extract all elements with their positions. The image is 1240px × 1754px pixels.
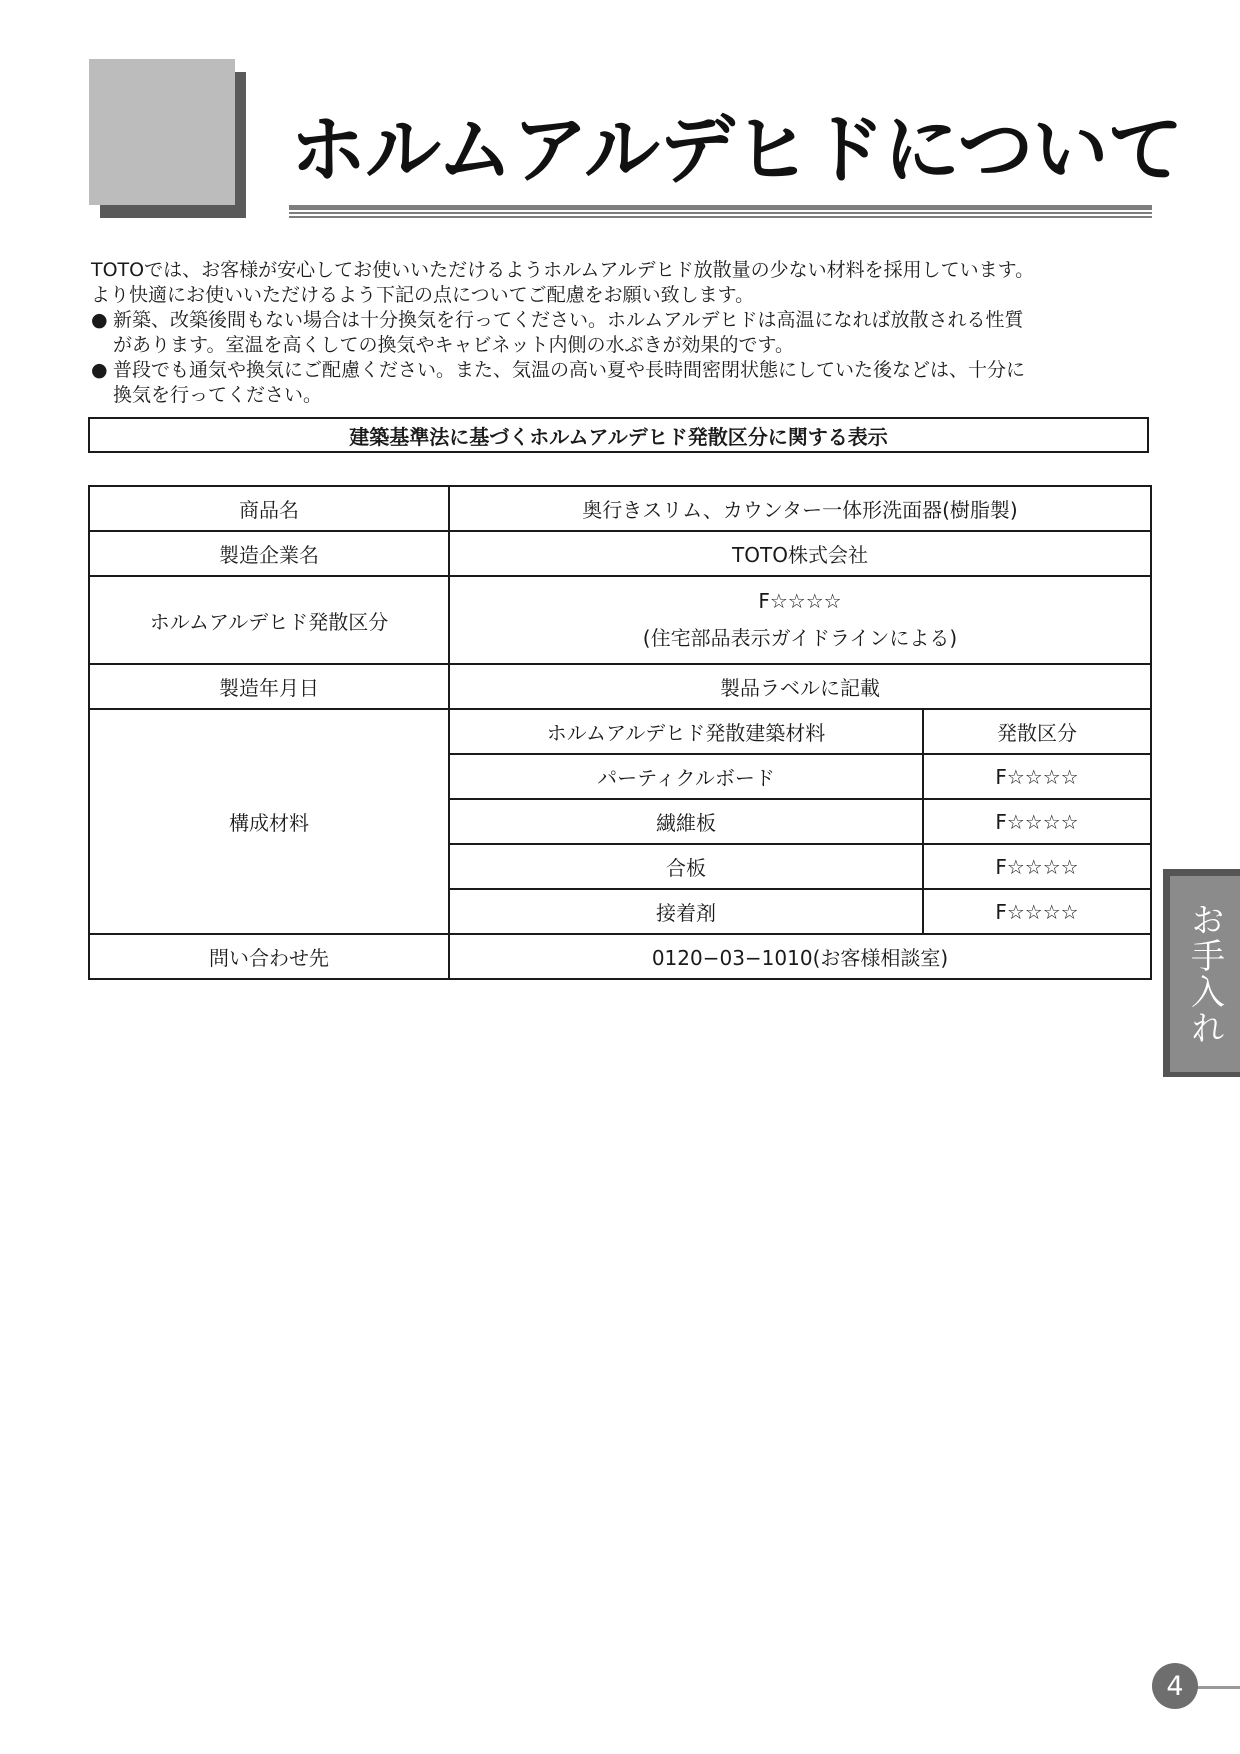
bullet-2-line-2: 換気を行ってください。 — [113, 384, 323, 406]
bullet-dot-icon: ● — [91, 309, 108, 331]
grade-value: F☆☆☆☆ — [758, 589, 842, 613]
intro-line-1: TOTOでは、お客様が安心してお使いいただけるようホルムアルデヒド放散量の少ない材料を採用しています。 — [91, 259, 1035, 281]
material-name: 繊維板 — [449, 799, 923, 844]
bullet-item-2 — [91, 358, 1171, 408]
law-heading: 建築基準法に基づくホルムアルデヒド発散区分に関する表示 — [349, 424, 888, 449]
grade-label: ホルムアルデヒド発散区分 — [89, 576, 449, 664]
header-square — [89, 59, 235, 205]
materials-label: 構成材料 — [89, 709, 449, 934]
material-grade: F☆☆☆☆ — [923, 799, 1151, 844]
table-row — [89, 709, 1151, 754]
material-grade: F☆☆☆☆ — [923, 844, 1151, 889]
product-label: 商品名 — [89, 486, 449, 531]
maker-value: TOTO株式会社 — [449, 531, 1151, 576]
contact-value: 0120−03−1010(お客様相談室) — [449, 934, 1151, 979]
material-name: パーティクルボード — [449, 754, 923, 799]
contact-label: 問い合わせ先 — [89, 934, 449, 979]
page-number: 4 — [1152, 1663, 1198, 1709]
formaldehyde-table — [88, 485, 1152, 980]
grade-cell — [449, 576, 1151, 664]
grade-note: (住宅部品表示ガイドラインによる) — [642, 626, 958, 650]
table-row — [89, 531, 1151, 576]
bullet-1-line-2: があります。室温を高くしての換気やキャビネット内側の水ぶきが効果的です。 — [113, 334, 794, 356]
maker-label: 製造企業名 — [89, 531, 449, 576]
title-underline — [289, 205, 1152, 219]
material-name: 接着剤 — [449, 889, 923, 934]
product-value: 奥行きスリム、カウンター一体形洗面器(樹脂製) — [449, 486, 1151, 531]
intro-text — [91, 258, 1171, 408]
material-grade: F☆☆☆☆ — [923, 889, 1151, 934]
intro-line-2: より快適にお使いいただけるよう下記の点についてご配慮をお願い致します。 — [91, 284, 755, 306]
date-value: 製品ラベルに記載 — [449, 664, 1151, 709]
materials-header-name: ホルムアルデヒド発散建築材料 — [449, 709, 923, 754]
table-row — [89, 664, 1151, 709]
table-row — [89, 576, 1151, 664]
bullet-item-1 — [91, 308, 1171, 358]
side-tab-care[interactable]: お手入れ — [1170, 876, 1240, 1072]
page-title: ホルムアルデヒドについて — [290, 105, 1183, 194]
material-grade: F☆☆☆☆ — [923, 754, 1151, 799]
material-name: 合板 — [449, 844, 923, 889]
bullet-dot-icon: ● — [91, 359, 108, 381]
bullet-2-line-1: 普段でも通気や換気にご配慮ください。また、気温の高い夏や長時間密閉状態にしていた後などは、十分に — [113, 359, 1026, 381]
date-label: 製造年月日 — [89, 664, 449, 709]
bullet-1-line-1: 新築、改築後間もない場合は十分換気を行ってください。ホルムアルデヒドは高温になれば放散される性質 — [113, 309, 1024, 331]
table-row — [89, 934, 1151, 979]
table-row — [89, 486, 1151, 531]
law-heading-box — [88, 417, 1149, 453]
materials-header-grade: 発散区分 — [923, 709, 1151, 754]
